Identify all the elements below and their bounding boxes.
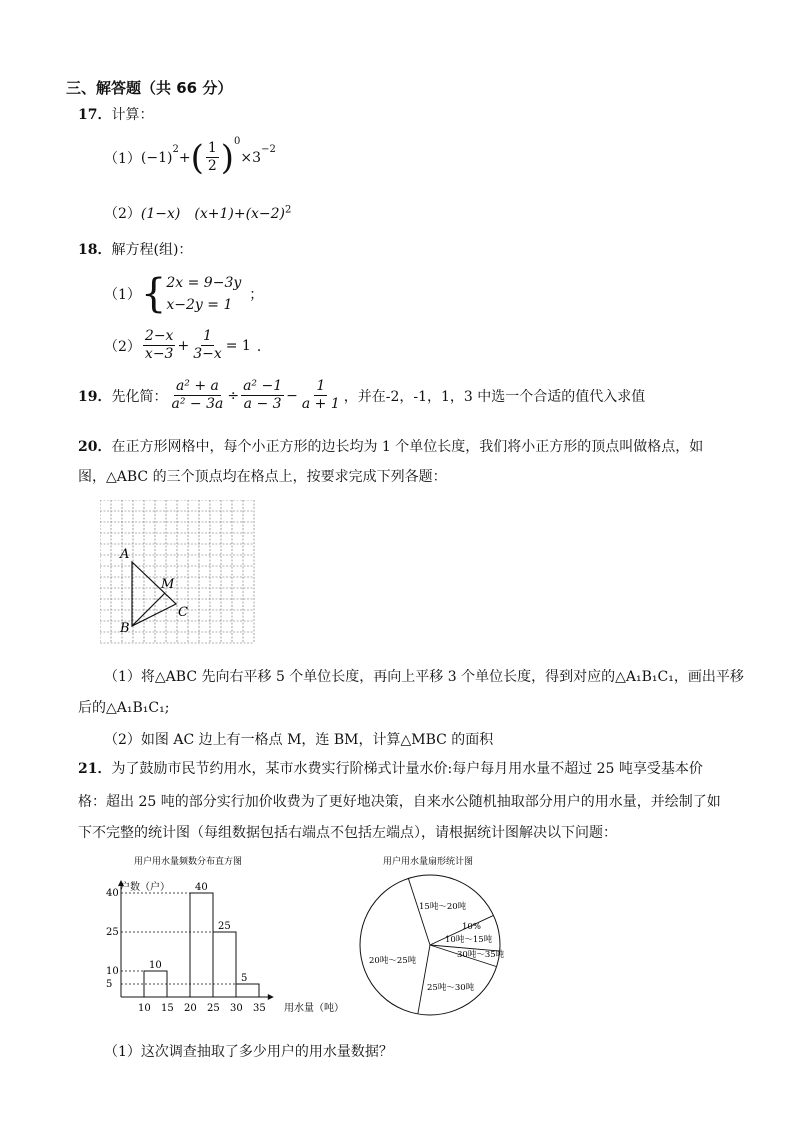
histogram-x-tick: 10 [138, 1003, 151, 1014]
q18-part2 [104, 328, 271, 363]
pie-percent-10-15: 10% [462, 922, 481, 932]
q17-p1-num: 1 [207, 140, 217, 156]
q17-part1-label: （1） [104, 150, 141, 167]
histogram-bar [190, 893, 213, 997]
q17-header [78, 104, 153, 124]
q18-eq2: x−2y = 1 [166, 297, 233, 313]
q20-part1-line2: 后的△A₁B₁C₁; [78, 700, 170, 716]
q17-part2 [104, 203, 291, 223]
q18-rhs: = 1 [225, 337, 251, 354]
right-paren: ) [220, 137, 235, 178]
q17-prompt: 计算： [111, 107, 154, 123]
histogram-value-label: 10 [149, 960, 162, 971]
q17-number: 17． [78, 107, 112, 123]
pie-label-10-15: 10吨～15吨 [445, 935, 493, 945]
q20-part1-line1: （1）将△ABC 先向右平移 5 个单位长度，再向上平移 3 个单位长度，得到对应的△A₁B₁C₁，画出平移 [104, 669, 744, 685]
pie-divider [418, 945, 430, 1014]
q21-number: 21． [78, 761, 112, 777]
label-m: M [161, 577, 175, 592]
histogram-x-tick: 30 [230, 1003, 243, 1014]
q18-plus: + [177, 337, 190, 354]
system-brace: { [140, 271, 167, 317]
q18-part1 [104, 272, 263, 316]
q19-div: ÷ [227, 387, 240, 404]
histogram-x-tick: 15 [161, 1003, 174, 1014]
histogram-y-tick: 5 [106, 979, 113, 990]
histogram-y-tick: 40 [106, 888, 119, 899]
pie-label-20-25: 20吨～25吨 [369, 956, 417, 966]
pie-label-30-35: 30吨～35吨 [457, 950, 505, 960]
q19-prompt: 先化简： [111, 388, 168, 405]
pie-label-25-30: 25吨～30吨 [427, 983, 475, 993]
q17-p1-exp2: 2 [172, 144, 179, 155]
label-a: A [120, 547, 130, 562]
q18-header [78, 239, 192, 259]
q19-tail: ，并在-2，-1，1，3 中选一个合适的值代入求值 [343, 388, 646, 405]
q19-fraction-2 [241, 378, 284, 413]
q21-text-line2: 格：超出 25 吨的部分实行加价收费为了更好地决策，自来水公随机抽取部分用户的用水量，并绘制了如 [78, 794, 721, 810]
q21-text-line3: 下不完整的统计图（每组数据包括右端点不包括左端点），请根据统计图解决以下问题： [78, 825, 617, 841]
q18-p1-tail: ； [249, 287, 264, 303]
q18-number: 18． [78, 242, 112, 258]
q18-p2-tail: ． [256, 338, 271, 355]
x-axis-arrow [268, 994, 274, 1000]
equation-system [166, 272, 241, 316]
q18-fraction-1 [143, 328, 176, 363]
q20-line1 [78, 436, 703, 456]
q19-f2-den: a − 3 [243, 396, 282, 412]
q21-text-line1: 为了鼓励市民节约用水，某市水费实行阶梯式计量水价:每户每月用水量不超过 25 吨享受基本价 [111, 761, 703, 777]
q17-p1-den: 2 [207, 158, 217, 174]
pie-title: 用户用水量扇形统计图 [383, 857, 474, 867]
q18-f1-num: 2−x [144, 328, 174, 344]
pie-divider-lines [408, 878, 499, 1014]
q18-part1-label: （1） [104, 287, 141, 303]
histogram-xlabel: 用水量（吨） [284, 1003, 344, 1014]
q19-number: 19． [78, 388, 112, 405]
q17-p1-times: ×3 [240, 149, 262, 166]
q18-f2-num: 1 [203, 328, 212, 344]
q21-line1 [78, 758, 703, 778]
q17-p1-expr-a: (−1) [140, 149, 173, 166]
histogram-ylabel: 户数（户） [120, 882, 170, 893]
q19-minus: − [286, 387, 298, 404]
q21-part1: （1）这次调查抽取了多少用户的用水量数据？ [104, 1044, 393, 1060]
label-b: B [120, 621, 130, 636]
grid-figure [100, 500, 262, 650]
histogram-plot [106, 880, 274, 1014]
q18-f2-den: 3−x [193, 346, 222, 362]
histogram-y-tick: 25 [106, 927, 119, 938]
q17-p1-plus: + [178, 149, 191, 166]
q17-part2-label: （2） [104, 206, 141, 222]
q20-text-line1: 在正方形网格中，每个小正方形的边长均为 1 个单位长度，我们将小正方形的顶点叫做格点，如 [111, 439, 704, 455]
q17-p2-expr: (1−x) (x+1)+(x−2) [140, 206, 286, 222]
q19-fraction-1 [169, 378, 225, 413]
histogram-title: 用户用水量频数分布直方图 [134, 857, 243, 867]
q19-fraction-3 [300, 378, 342, 413]
histogram-value-label: 40 [195, 882, 208, 893]
q18-f1-den: x−3 [144, 346, 174, 362]
pie-chart [355, 850, 515, 1020]
q18-fraction-2 [191, 328, 224, 363]
q20-number: 20． [78, 439, 112, 455]
q18-eq1: 2x = 9−3y [166, 275, 242, 291]
q19-f3-den: a + 1 [301, 396, 340, 412]
histogram-value-label: 5 [241, 973, 248, 984]
q18-prompt: 解方程(组)： [111, 242, 193, 258]
q17-p1-expneg2: −2 [261, 144, 276, 155]
histogram-bar [213, 932, 236, 997]
q19-f1-num: a² + a [175, 378, 219, 394]
label-c: C [178, 605, 188, 620]
q19-f2-num: a² −1 [243, 378, 283, 394]
q20-part2: （2）如图 AC 边上有一格点 M，连 BM，计算△MBC 的面积 [104, 732, 494, 748]
section-title: 三、解答题（共 66 分） [66, 79, 233, 97]
q19 [78, 378, 645, 413]
histogram-x-tick: 20 [184, 1003, 197, 1014]
q17-p1-fraction [206, 140, 219, 175]
histogram-bar [144, 971, 167, 997]
q19-f1-den: a² − 3a [171, 396, 224, 412]
left-paren: ( [190, 137, 204, 178]
triangle-abc [132, 562, 176, 626]
pie-label-15-20: 15吨～20吨 [419, 902, 467, 912]
q18-part2-label: （2） [104, 338, 141, 355]
histogram-y-tick: 10 [106, 966, 119, 977]
q19-f3-num: 1 [316, 378, 326, 394]
q17-part1 [104, 136, 276, 178]
histogram-x-tick: 25 [207, 1003, 220, 1014]
histogram-bar [236, 984, 259, 997]
q20-text-line2: 图，△ABC 的三个顶点均在格点上，按要求完成下列各题： [78, 469, 447, 485]
histogram-value-label: 25 [218, 921, 231, 932]
histogram-chart [96, 850, 356, 1020]
histogram-x-tick: 35 [253, 1003, 266, 1014]
q17-p2-exp: 2 [285, 204, 292, 216]
q17-p1-exp0: 0 [234, 136, 241, 147]
